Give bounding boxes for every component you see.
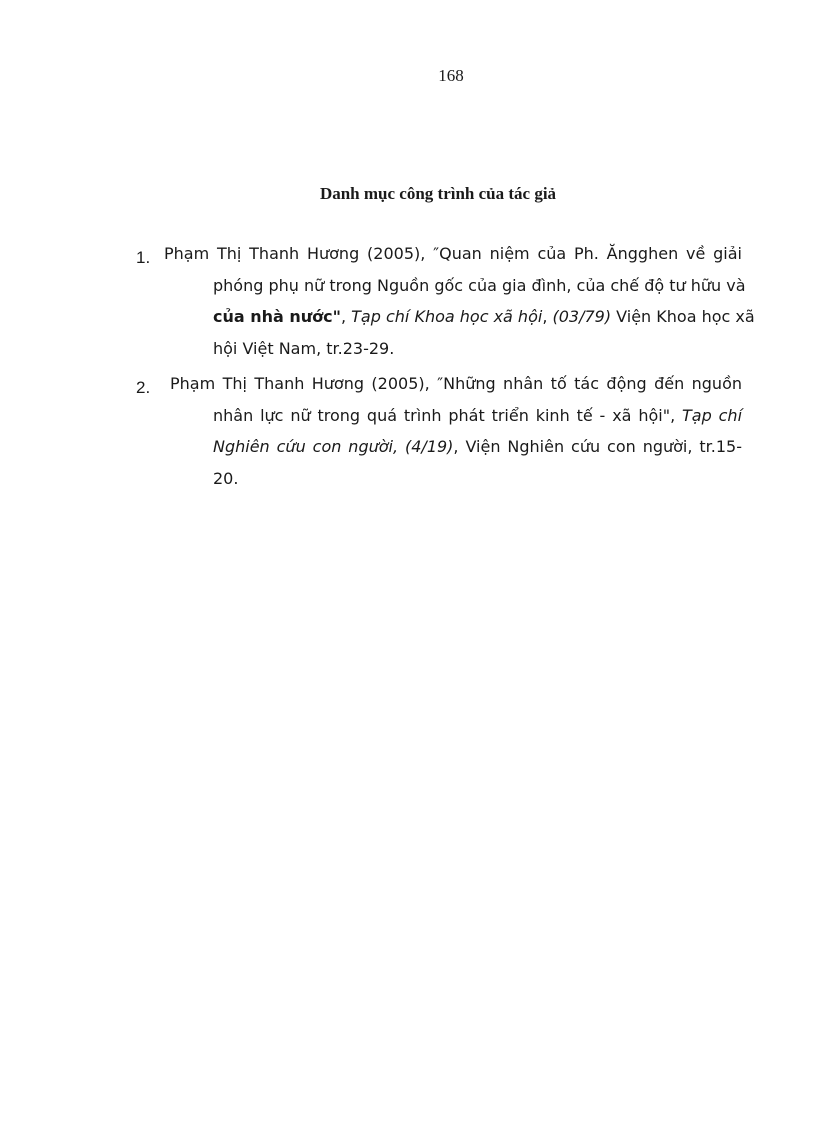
reference-line: nhân lực nữ trong quá trình phát triển kinh tế - xã hội", Tạp chí [213, 405, 743, 425]
reference-number: 2. [136, 378, 151, 397]
journal-issue: (03/79) [552, 307, 612, 326]
reference-item [0, 368, 816, 494]
reference-list [0, 238, 816, 498]
reference-line: Nghiên cứu con người, (4/19), Viện Nghiên cứu con người, tr.15- [213, 437, 743, 456]
reference-line: Phạm Thị Thanh Hương (2005), ″Những nhân tố tác động đến nguồn [170, 374, 742, 393]
reference-line: hội Việt Nam, tr.23-29. [213, 338, 395, 358]
reference-line: của nhà nước", Tạp chí Khoa học xã hội, (03/79) Viện Khoa học xã [213, 307, 755, 326]
page-title: Danh mục công trình của tác giả [319, 184, 557, 203]
journal-title: Tạp chí [682, 405, 743, 425]
reference-number: 1. [136, 248, 151, 267]
reference-line: phóng phụ nữ trong Nguồn gốc của gia đình, của chế độ tư hữu và [213, 275, 746, 295]
page-number: 168 [438, 66, 464, 85]
reference-line: 20. [213, 468, 239, 488]
reference-item [0, 238, 816, 364]
reference-line: Phạm Thị Thanh Hương (2005), ″Quan niệm của Ph. Ăngghen về giải [164, 244, 742, 263]
journal-title: Tạp chí Khoa học xã hội [351, 307, 543, 326]
journal-title: Nghiên cứu con người, (4/19) [213, 437, 454, 456]
